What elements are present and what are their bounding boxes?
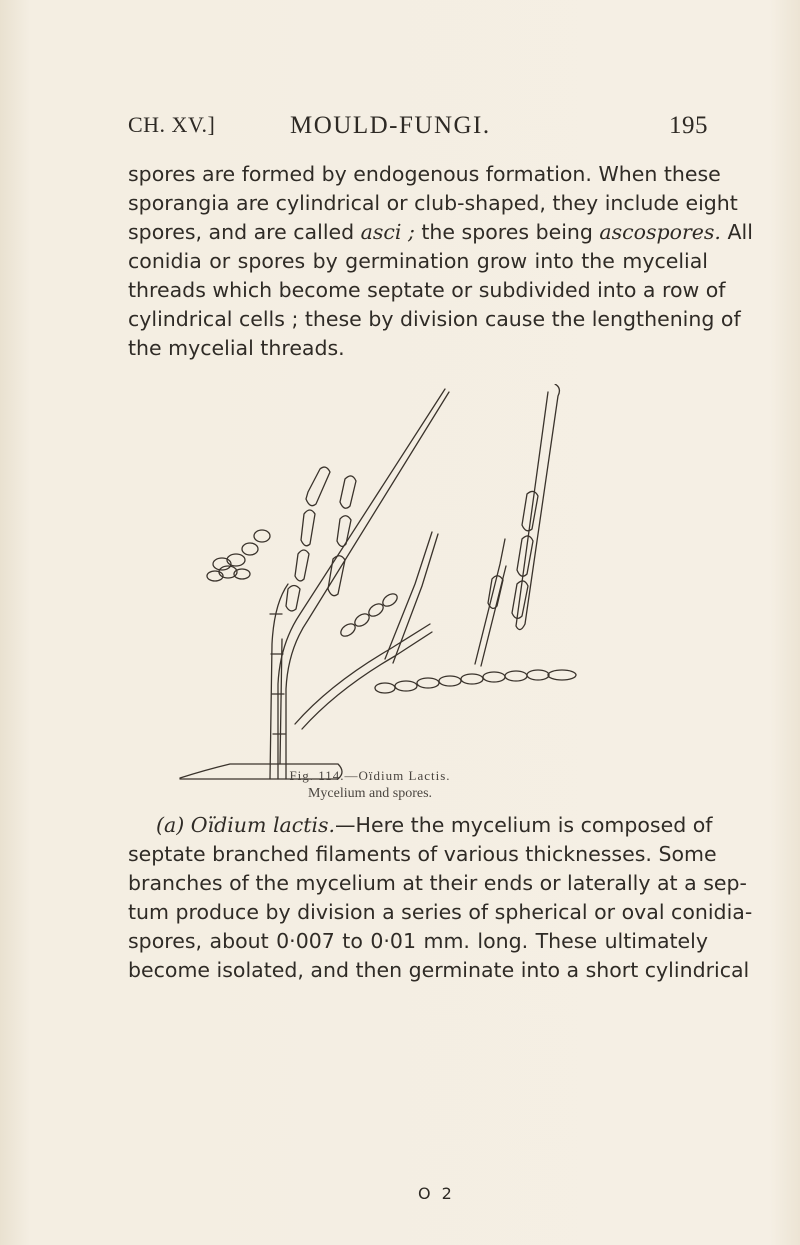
text-run: —Here the mycelium is composed of (335, 813, 713, 837)
text-line: the mycelial threads. (128, 336, 345, 360)
text-line: become isolated, and then germinate into a short cylindrical (128, 958, 750, 982)
hypha-main-branch-edge (286, 392, 449, 779)
spore-chain-center (295, 467, 330, 581)
signature-mark: O 2 (418, 1184, 455, 1203)
text-line: branches of the mycelium at their ends or laterally at a sep- (128, 871, 747, 895)
figure-caption (200, 768, 540, 802)
running-header (128, 112, 708, 146)
text-line: threads which become septate or subdivided into a row of (128, 278, 726, 302)
hypha-vertical-lower (270, 584, 288, 779)
spore-chain-center-2 (328, 476, 356, 596)
spore-cluster-left (207, 530, 270, 581)
caption-subtitle: Mycelium and spores. (307, 786, 433, 801)
text-line: cylindrical cells ; these by division cause the lengthening of (128, 307, 741, 331)
text-line: septate branched filaments of various thicknesses. Some (128, 842, 717, 866)
hypha-right-middle (475, 539, 505, 664)
text-run: spores, and are called (128, 220, 361, 244)
hypha-segment (286, 586, 300, 611)
italic-term-asci: asci ; (360, 220, 415, 244)
text-line: conidia or spores by germination grow into the mycelial (128, 249, 708, 273)
text-run: the spores being (414, 220, 600, 244)
spore-chain-horizontal (375, 670, 576, 693)
text-line: tum produce by division a series of spherical or oval conidia- (128, 900, 753, 924)
hypha-main-branch (278, 389, 445, 779)
page-number: 195 (669, 112, 708, 139)
spore-chain-diagonal (339, 591, 400, 638)
italic-term-ascospores: ascospores. (599, 220, 721, 244)
text-line (128, 811, 713, 840)
text-line: spores are formed by endogenous formation. When these (128, 162, 721, 186)
spore-chain-right (512, 491, 538, 618)
mycelium-illustration (170, 384, 600, 784)
text-line: spores, about 0·007 to 0·01 mm. long. These ultimately (128, 929, 708, 953)
running-title: MOULD-FUNGI. (290, 112, 491, 139)
italic-term-oidium-lactis: Oïdium lactis. (190, 813, 336, 837)
hypha-branch-right-edge (302, 632, 432, 729)
hypha-branch-middle (385, 532, 432, 659)
chapter-label: CH. XV.] (128, 112, 216, 137)
hypha-branch-right (295, 624, 430, 724)
text-run: All (720, 220, 753, 244)
text-line (128, 218, 753, 247)
paragraph-2 (128, 811, 753, 985)
subsection-label: (a) (156, 813, 185, 837)
hypha-branch-middle-edge (393, 534, 438, 663)
text-line: sporangia are cylindrical or club-shaped, they include eight (128, 191, 738, 215)
caption-title: Fig. 114.—Oïdium Lactis. (289, 768, 451, 783)
paragraph-1 (128, 160, 753, 363)
hypha-right-branch (516, 384, 559, 630)
